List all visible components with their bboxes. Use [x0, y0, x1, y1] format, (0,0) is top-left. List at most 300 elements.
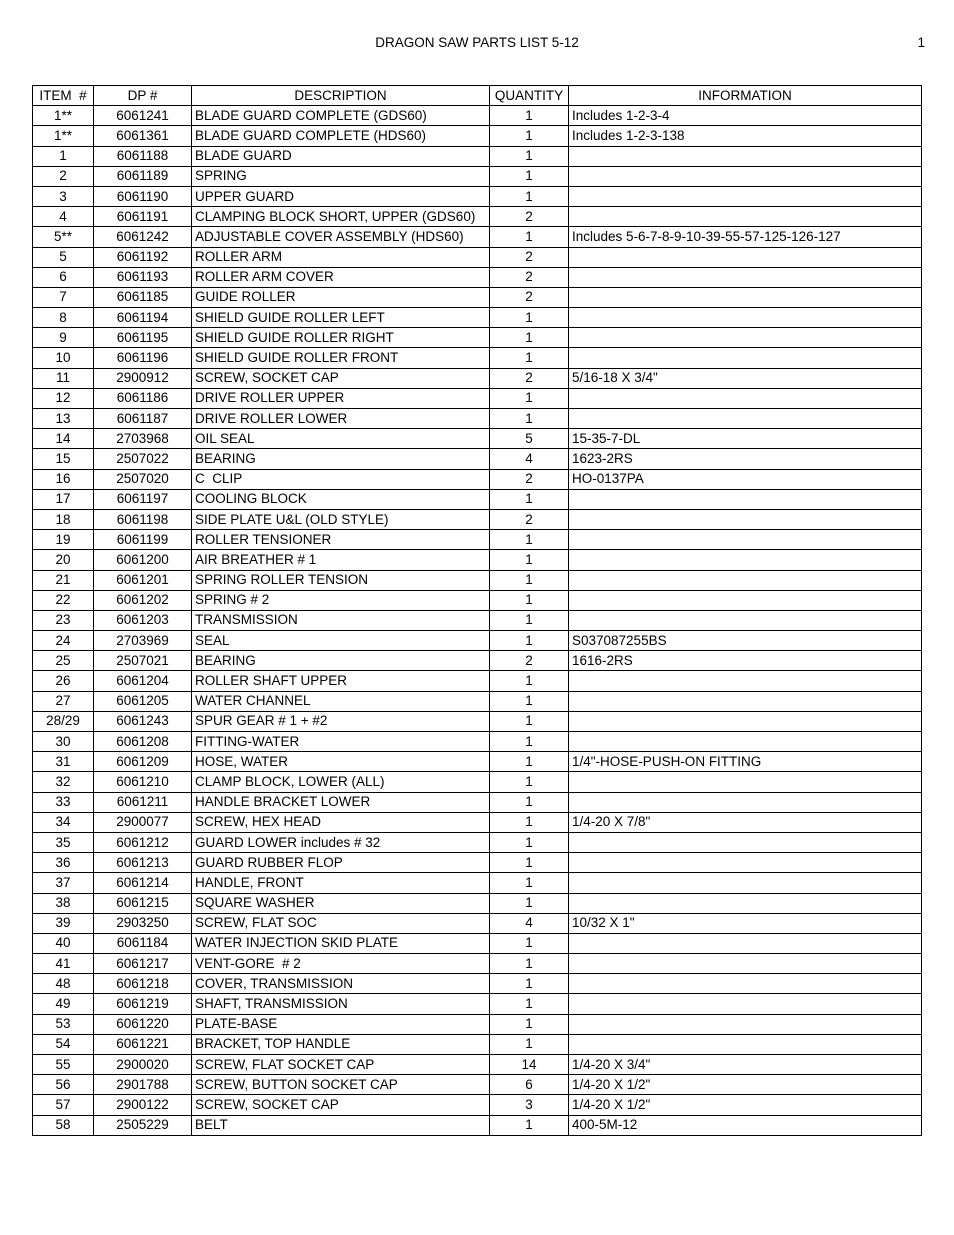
table-row — [33, 1095, 922, 1115]
cell-dp-number: 6061190 — [94, 186, 192, 206]
cell-description: BEARING — [192, 449, 490, 469]
cell-information — [569, 772, 922, 792]
cell-information — [569, 711, 922, 731]
cell-information — [569, 893, 922, 913]
table-row — [33, 994, 922, 1014]
cell-dp-number: 6061241 — [94, 106, 192, 126]
cell-dp-number: 2703969 — [94, 631, 192, 651]
table-row — [33, 873, 922, 893]
table-row — [33, 974, 922, 994]
cell-description: WATER CHANNEL — [192, 691, 490, 711]
cell-information — [569, 853, 922, 873]
cell-item: 22 — [33, 590, 94, 610]
cell-description: ROLLER SHAFT UPPER — [192, 671, 490, 691]
cell-information — [569, 328, 922, 348]
column-header-information: INFORMATION — [569, 86, 922, 106]
cell-description: SIDE PLATE U&L (OLD STYLE) — [192, 509, 490, 529]
cell-description: UPPER GUARD — [192, 186, 490, 206]
cell-item: 37 — [33, 873, 94, 893]
cell-quantity: 2 — [490, 247, 569, 267]
cell-item: 13 — [33, 409, 94, 429]
cell-quantity: 1 — [490, 691, 569, 711]
cell-description: HANDLE BRACKET LOWER — [192, 792, 490, 812]
table-row — [33, 772, 922, 792]
table-row — [33, 1055, 922, 1075]
cell-description: AIR BREATHER # 1 — [192, 550, 490, 570]
cell-description: HOSE, WATER — [192, 752, 490, 772]
cell-quantity: 14 — [490, 1055, 569, 1075]
cell-quantity: 1 — [490, 792, 569, 812]
cell-dp-number: 2507021 — [94, 651, 192, 671]
cell-dp-number: 6061219 — [94, 994, 192, 1014]
cell-information — [569, 610, 922, 630]
cell-quantity: 1 — [490, 974, 569, 994]
cell-quantity: 1 — [490, 812, 569, 832]
table-row — [33, 631, 922, 651]
cell-quantity: 1 — [490, 893, 569, 913]
cell-information: Includes 1-2-3-138 — [569, 126, 922, 146]
cell-dp-number: 6061213 — [94, 853, 192, 873]
cell-quantity: 6 — [490, 1075, 569, 1095]
cell-quantity: 1 — [490, 227, 569, 247]
cell-information — [569, 409, 922, 429]
cell-description: SCREW, FLAT SOCKET CAP — [192, 1055, 490, 1075]
cell-item: 20 — [33, 550, 94, 570]
cell-item: 5 — [33, 247, 94, 267]
table-row — [33, 933, 922, 953]
cell-description: PLATE-BASE — [192, 1014, 490, 1034]
cell-dp-number: 6061202 — [94, 590, 192, 610]
table-row — [33, 732, 922, 752]
table-row — [33, 166, 922, 186]
cell-information — [569, 691, 922, 711]
cell-dp-number: 6061209 — [94, 752, 192, 772]
cell-dp-number: 2703968 — [94, 429, 192, 449]
cell-quantity: 1 — [490, 570, 569, 590]
cell-dp-number: 6061201 — [94, 570, 192, 590]
cell-dp-number: 6061203 — [94, 610, 192, 630]
cell-dp-number: 6061211 — [94, 792, 192, 812]
cell-description: BLADE GUARD COMPLETE (HDS60) — [192, 126, 490, 146]
cell-item: 5** — [33, 227, 94, 247]
cell-item: 24 — [33, 631, 94, 651]
cell-description: SCREW, HEX HEAD — [192, 812, 490, 832]
cell-quantity: 1 — [490, 610, 569, 630]
cell-information — [569, 732, 922, 752]
table-row — [33, 530, 922, 550]
table-row — [33, 267, 922, 287]
cell-description: FITTING-WATER — [192, 732, 490, 752]
table-row — [33, 913, 922, 933]
cell-item: 8 — [33, 308, 94, 328]
cell-information: 1/4-20 X 3/4" — [569, 1055, 922, 1075]
cell-information — [569, 166, 922, 186]
cell-dp-number: 6061197 — [94, 489, 192, 509]
cell-information: 1/4-20 X 1/2" — [569, 1095, 922, 1115]
cell-item: 41 — [33, 954, 94, 974]
cell-item: 53 — [33, 1014, 94, 1034]
cell-information: 10/32 X 1" — [569, 913, 922, 933]
cell-description: ROLLER ARM — [192, 247, 490, 267]
cell-information — [569, 146, 922, 166]
cell-dp-number: 6061242 — [94, 227, 192, 247]
cell-quantity: 1 — [490, 631, 569, 651]
cell-quantity: 2 — [490, 267, 569, 287]
cell-information — [569, 530, 922, 550]
cell-item: 27 — [33, 691, 94, 711]
cell-item: 2 — [33, 166, 94, 186]
cell-information: 5/16-18 X 3/4" — [569, 368, 922, 388]
cell-information — [569, 207, 922, 227]
cell-item: 58 — [33, 1115, 94, 1135]
table-row — [33, 348, 922, 368]
cell-dp-number: 6061189 — [94, 166, 192, 186]
cell-description: ADJUSTABLE COVER ASSEMBLY (HDS60) — [192, 227, 490, 247]
cell-dp-number: 6061214 — [94, 873, 192, 893]
cell-dp-number: 2900912 — [94, 368, 192, 388]
cell-description: ROLLER TENSIONER — [192, 530, 490, 550]
cell-dp-number: 6061217 — [94, 954, 192, 974]
cell-item: 39 — [33, 913, 94, 933]
table-body — [33, 106, 922, 1136]
cell-quantity: 1 — [490, 933, 569, 953]
cell-quantity: 1 — [490, 186, 569, 206]
cell-description: SQUARE WASHER — [192, 893, 490, 913]
cell-quantity: 1 — [490, 308, 569, 328]
table-row — [33, 853, 922, 873]
cell-quantity: 1 — [490, 489, 569, 509]
cell-dp-number: 6061196 — [94, 348, 192, 368]
cell-information: Includes 1-2-3-4 — [569, 106, 922, 126]
cell-information: 1/4-20 X 1/2" — [569, 1075, 922, 1095]
cell-dp-number: 2901788 — [94, 1075, 192, 1095]
cell-description: ROLLER ARM COVER — [192, 267, 490, 287]
cell-dp-number: 6061192 — [94, 247, 192, 267]
table-row — [33, 550, 922, 570]
table-row — [33, 590, 922, 610]
cell-item: 36 — [33, 853, 94, 873]
cell-dp-number: 6061200 — [94, 550, 192, 570]
cell-quantity: 1 — [490, 166, 569, 186]
cell-quantity: 2 — [490, 287, 569, 307]
cell-dp-number: 6061193 — [94, 267, 192, 287]
table-row — [33, 1034, 922, 1054]
table-row — [33, 1075, 922, 1095]
page-number: 1 — [917, 35, 925, 50]
cell-dp-number: 2900077 — [94, 812, 192, 832]
table-row — [33, 328, 922, 348]
cell-quantity: 2 — [490, 509, 569, 529]
cell-item: 10 — [33, 348, 94, 368]
cell-quantity: 2 — [490, 207, 569, 227]
column-header-quantity: QUANTITY — [490, 86, 569, 106]
cell-dp-number: 6061218 — [94, 974, 192, 994]
cell-item: 1** — [33, 126, 94, 146]
table-row — [33, 207, 922, 227]
cell-item: 32 — [33, 772, 94, 792]
cell-information: 1/4"-HOSE-PUSH-ON FITTING — [569, 752, 922, 772]
cell-item: 49 — [33, 994, 94, 1014]
table-row — [33, 671, 922, 691]
cell-item: 14 — [33, 429, 94, 449]
cell-item: 57 — [33, 1095, 94, 1115]
cell-description: CLAMP BLOCK, LOWER (ALL) — [192, 772, 490, 792]
cell-description: COVER, TRANSMISSION — [192, 974, 490, 994]
cell-information — [569, 287, 922, 307]
cell-information — [569, 348, 922, 368]
cell-quantity: 2 — [490, 651, 569, 671]
cell-information: 1623-2RS — [569, 449, 922, 469]
cell-description: BLADE GUARD — [192, 146, 490, 166]
cell-item: 23 — [33, 610, 94, 630]
cell-item: 17 — [33, 489, 94, 509]
cell-description: BELT — [192, 1115, 490, 1135]
cell-description: SPRING ROLLER TENSION — [192, 570, 490, 590]
parts-table — [32, 85, 922, 1136]
cell-dp-number: 6061215 — [94, 893, 192, 913]
cell-dp-number: 6061361 — [94, 126, 192, 146]
cell-description: WATER INJECTION SKID PLATE — [192, 933, 490, 953]
cell-description: BRACKET, TOP HANDLE — [192, 1034, 490, 1054]
table-row — [33, 287, 922, 307]
cell-dp-number: 6061195 — [94, 328, 192, 348]
cell-quantity: 1 — [490, 348, 569, 368]
cell-quantity: 2 — [490, 469, 569, 489]
cell-information — [569, 247, 922, 267]
cell-dp-number: 6061243 — [94, 711, 192, 731]
cell-quantity: 1 — [490, 832, 569, 852]
column-header-item: ITEM # — [33, 86, 94, 106]
cell-dp-number: 6061194 — [94, 308, 192, 328]
cell-information — [569, 994, 922, 1014]
cell-dp-number: 6061210 — [94, 772, 192, 792]
cell-dp-number: 2505229 — [94, 1115, 192, 1135]
table-row — [33, 186, 922, 206]
cell-information — [569, 792, 922, 812]
cell-item: 6 — [33, 267, 94, 287]
cell-information: 1616-2RS — [569, 651, 922, 671]
cell-item: 38 — [33, 893, 94, 913]
table-row — [33, 247, 922, 267]
cell-item: 33 — [33, 792, 94, 812]
cell-quantity: 1 — [490, 994, 569, 1014]
cell-information — [569, 550, 922, 570]
cell-item: 9 — [33, 328, 94, 348]
cell-quantity: 1 — [490, 1115, 569, 1135]
cell-description: SHIELD GUIDE ROLLER LEFT — [192, 308, 490, 328]
cell-quantity: 1 — [490, 1034, 569, 1054]
cell-description: SCREW, BUTTON SOCKET CAP — [192, 1075, 490, 1095]
cell-description: SEAL — [192, 631, 490, 651]
cell-information: 15-35-7-DL — [569, 429, 922, 449]
cell-item: 30 — [33, 732, 94, 752]
cell-item: 35 — [33, 832, 94, 852]
cell-information — [569, 873, 922, 893]
cell-dp-number: 6061188 — [94, 146, 192, 166]
cell-information — [569, 1034, 922, 1054]
cell-description: SHAFT, TRANSMISSION — [192, 994, 490, 1014]
cell-dp-number: 6061198 — [94, 509, 192, 529]
table-row — [33, 106, 922, 126]
cell-information: 1/4-20 X 7/8" — [569, 812, 922, 832]
table-row — [33, 409, 922, 429]
table-header-row — [33, 86, 922, 106]
cell-information — [569, 570, 922, 590]
cell-description: OIL SEAL — [192, 429, 490, 449]
cell-quantity: 1 — [490, 873, 569, 893]
cell-dp-number: 6061199 — [94, 530, 192, 550]
table-row — [33, 570, 922, 590]
cell-description: GUARD RUBBER FLOP — [192, 853, 490, 873]
table-row — [33, 752, 922, 772]
cell-quantity: 1 — [490, 1014, 569, 1034]
cell-quantity: 4 — [490, 449, 569, 469]
document-title: DRAGON SAW PARTS LIST 5-12 — [375, 35, 579, 50]
table-row — [33, 651, 922, 671]
cell-item: 55 — [33, 1055, 94, 1075]
cell-quantity: 1 — [490, 752, 569, 772]
cell-dp-number: 6061186 — [94, 388, 192, 408]
cell-description: TRANSMISSION — [192, 610, 490, 630]
table-row — [33, 832, 922, 852]
table-row — [33, 146, 922, 166]
cell-description: SCREW, SOCKET CAP — [192, 368, 490, 388]
table-row — [33, 812, 922, 832]
cell-description: CLAMPING BLOCK SHORT, UPPER (GDS60) — [192, 207, 490, 227]
table-row — [33, 509, 922, 529]
table-row — [33, 308, 922, 328]
column-header-description: DESCRIPTION — [192, 86, 490, 106]
cell-quantity: 1 — [490, 590, 569, 610]
cell-information — [569, 933, 922, 953]
cell-dp-number: 6061191 — [94, 207, 192, 227]
cell-quantity: 1 — [490, 671, 569, 691]
cell-dp-number: 2507020 — [94, 469, 192, 489]
cell-dp-number: 6061220 — [94, 1014, 192, 1034]
cell-item: 15 — [33, 449, 94, 469]
cell-dp-number: 2900020 — [94, 1055, 192, 1075]
cell-quantity: 1 — [490, 732, 569, 752]
cell-description: DRIVE ROLLER UPPER — [192, 388, 490, 408]
cell-information — [569, 267, 922, 287]
table-row — [33, 429, 922, 449]
cell-description: SPRING — [192, 166, 490, 186]
table-row — [33, 792, 922, 812]
cell-information: S037087255BS — [569, 631, 922, 651]
table-row — [33, 388, 922, 408]
cell-description: BEARING — [192, 651, 490, 671]
table-row — [33, 954, 922, 974]
table-row — [33, 126, 922, 146]
table-row — [33, 1014, 922, 1034]
table-row — [33, 489, 922, 509]
cell-description: HANDLE, FRONT — [192, 873, 490, 893]
cell-dp-number: 2507022 — [94, 449, 192, 469]
cell-quantity: 1 — [490, 530, 569, 550]
cell-dp-number: 6061221 — [94, 1034, 192, 1054]
cell-item: 25 — [33, 651, 94, 671]
cell-information: Includes 5-6-7-8-9-10-39-55-57-125-126-127 — [569, 227, 922, 247]
cell-quantity: 1 — [490, 772, 569, 792]
cell-dp-number: 6061208 — [94, 732, 192, 752]
cell-description: C CLIP — [192, 469, 490, 489]
cell-quantity: 1 — [490, 954, 569, 974]
cell-dp-number: 2900122 — [94, 1095, 192, 1115]
cell-information — [569, 186, 922, 206]
cell-item: 48 — [33, 974, 94, 994]
cell-item: 31 — [33, 752, 94, 772]
cell-description: BLADE GUARD COMPLETE (GDS60) — [192, 106, 490, 126]
cell-information: HO-0137PA — [569, 469, 922, 489]
cell-dp-number: 6061185 — [94, 287, 192, 307]
table-row — [33, 711, 922, 731]
cell-description: SCREW, FLAT SOC — [192, 913, 490, 933]
cell-item: 34 — [33, 812, 94, 832]
cell-item: 11 — [33, 368, 94, 388]
cell-item: 40 — [33, 933, 94, 953]
table-row — [33, 368, 922, 388]
cell-quantity: 1 — [490, 711, 569, 731]
cell-information — [569, 671, 922, 691]
cell-description: SHIELD GUIDE ROLLER RIGHT — [192, 328, 490, 348]
cell-dp-number: 6061205 — [94, 691, 192, 711]
cell-quantity: 5 — [490, 429, 569, 449]
cell-item: 18 — [33, 509, 94, 529]
cell-description: SPUR GEAR # 1 + #2 — [192, 711, 490, 731]
table-row — [33, 469, 922, 489]
cell-quantity: 2 — [490, 368, 569, 388]
cell-quantity: 1 — [490, 146, 569, 166]
cell-description: VENT-GORE # 2 — [192, 954, 490, 974]
cell-description: SPRING # 2 — [192, 590, 490, 610]
cell-item: 1 — [33, 146, 94, 166]
cell-item: 12 — [33, 388, 94, 408]
cell-description: SCREW, SOCKET CAP — [192, 1095, 490, 1115]
table-row — [33, 893, 922, 913]
cell-quantity: 1 — [490, 388, 569, 408]
cell-quantity: 1 — [490, 126, 569, 146]
table-row — [33, 449, 922, 469]
cell-description: COOLING BLOCK — [192, 489, 490, 509]
cell-quantity: 1 — [490, 106, 569, 126]
table-row — [33, 227, 922, 247]
cell-quantity: 3 — [490, 1095, 569, 1115]
cell-quantity: 1 — [490, 409, 569, 429]
cell-quantity: 1 — [490, 853, 569, 873]
table-row — [33, 1115, 922, 1135]
cell-description: DRIVE ROLLER LOWER — [192, 409, 490, 429]
cell-dp-number: 6061212 — [94, 832, 192, 852]
cell-item: 3 — [33, 186, 94, 206]
cell-dp-number: 2903250 — [94, 913, 192, 933]
cell-item: 1** — [33, 106, 94, 126]
cell-dp-number: 6061204 — [94, 671, 192, 691]
cell-item: 26 — [33, 671, 94, 691]
cell-quantity: 1 — [490, 328, 569, 348]
cell-information — [569, 1014, 922, 1034]
cell-item: 19 — [33, 530, 94, 550]
cell-dp-number: 6061184 — [94, 933, 192, 953]
cell-information — [569, 388, 922, 408]
cell-dp-number: 6061187 — [94, 409, 192, 429]
cell-information — [569, 489, 922, 509]
cell-item: 54 — [33, 1034, 94, 1054]
cell-description: SHIELD GUIDE ROLLER FRONT — [192, 348, 490, 368]
cell-description: GUARD LOWER includes # 32 — [192, 832, 490, 852]
cell-description: GUIDE ROLLER — [192, 287, 490, 307]
cell-information — [569, 974, 922, 994]
cell-information — [569, 308, 922, 328]
